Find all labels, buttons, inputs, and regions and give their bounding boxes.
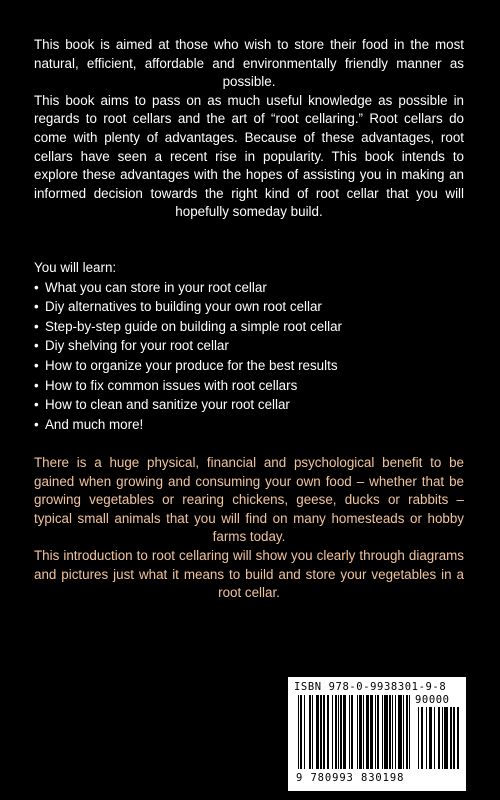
barcode-bar <box>392 695 393 769</box>
bullet-icon: • <box>34 299 39 315</box>
bullet-icon: • <box>34 357 39 373</box>
barcode-addon-bars <box>418 707 460 769</box>
barcode-bar <box>357 695 358 769</box>
bullet-icon: • <box>34 338 39 354</box>
barcode-bar <box>389 695 391 769</box>
barcode-bar <box>309 695 311 769</box>
barcode-bar <box>316 695 320 769</box>
barcode-bar <box>363 695 364 769</box>
bullet-icon: • <box>34 279 39 295</box>
barcode-bar <box>395 695 396 769</box>
barcode-bar <box>453 707 454 769</box>
list-item-text: How to organize your produce for the best results <box>45 357 338 373</box>
list-item-text: How to fix common issues with root cellars <box>45 377 298 393</box>
list-item-text: What you can store in your root cellar <box>45 279 267 295</box>
learn-list <box>34 278 464 435</box>
bullet-icon: • <box>34 416 39 432</box>
barcode-bar <box>312 695 313 769</box>
barcode-bar <box>351 695 353 769</box>
benefit-paragraph-2: This introduction to root cellaring will show you clearly through diagrams and pictures just what it means to build and store your vegetables in a root cellar. <box>34 547 464 601</box>
bullet-icon: • <box>34 318 39 334</box>
barcode-bar <box>349 695 350 769</box>
barcode-bar <box>450 707 453 769</box>
bullet-icon: • <box>34 397 39 413</box>
barcode-bar <box>370 695 374 769</box>
barcode-bar <box>426 707 427 769</box>
learn-heading: You will learn: <box>34 260 117 275</box>
barcode-bar <box>304 695 305 769</box>
bullet-icon: • <box>34 377 39 393</box>
barcode-bar <box>403 695 404 769</box>
barcode-bar <box>418 707 419 769</box>
barcode-bar <box>421 707 424 769</box>
intro-paragraph-1: This book is aimed at those who wish to store their food in the most natural, efficient, affordable and environmentally friendly manner as possible. <box>34 37 464 90</box>
isbn-label: ISBN 978-0-9938301-9-8 <box>294 681 447 693</box>
barcode-bar <box>375 695 376 769</box>
barcode-bar <box>323 695 325 769</box>
barcode-bar <box>438 707 441 769</box>
list-item-text: Step-by-step guide on building a simple root cellar <box>45 318 342 334</box>
barcode-bar <box>300 695 301 769</box>
barcode-bar <box>382 695 383 769</box>
list-item <box>34 297 464 317</box>
barcode-bar <box>406 695 407 769</box>
barcode-bar <box>327 695 328 769</box>
barcode-bars <box>298 695 410 769</box>
list-item-text: And much more! <box>45 416 144 432</box>
barcode-bar <box>377 695 379 769</box>
barcode-bar <box>320 695 321 769</box>
barcode-bar <box>398 695 402 769</box>
barcode-bar <box>384 695 388 769</box>
list-item <box>34 356 464 376</box>
barcode-bar <box>442 707 443 769</box>
barcode-bar <box>457 707 458 769</box>
barcode-bar <box>335 695 337 769</box>
isbn-barcode <box>288 677 466 791</box>
barcode-bar <box>359 695 361 769</box>
list-item <box>34 395 464 415</box>
list-item <box>34 278 464 298</box>
list-item <box>34 317 464 337</box>
barcode-bar <box>298 695 299 769</box>
barcode-bar <box>429 707 433 769</box>
barcode-bar <box>366 695 368 769</box>
ean-digits: 9 780993 830198 <box>296 772 405 784</box>
price-code: 90000 <box>415 694 450 706</box>
list-item-text: How to clean and sanitize your root cellar <box>45 397 290 413</box>
barcode-bar <box>343 695 347 769</box>
learn-section <box>34 258 464 434</box>
list-item <box>34 415 464 435</box>
barcode-bar <box>332 695 333 769</box>
list-item-text: Diy shelving for your root cellar <box>45 338 229 354</box>
benefit-section <box>34 454 464 603</box>
list-item-text: Diy alternatives to building your own root cellar <box>45 299 322 315</box>
intro-section <box>34 36 464 222</box>
barcode-bar <box>409 695 410 769</box>
barcode-bar <box>444 707 448 769</box>
list-item <box>34 336 464 356</box>
barcode-bar <box>434 707 435 769</box>
barcode-bar <box>340 695 341 769</box>
benefit-paragraph-1: There is a huge physical, financial and psychological benefit to be gained when growing and consuming your own food – whether that be growing vegetables or rearing chickens, geese, ducks or rabbits – typical small animals that you will find on many homesteads or hobby farms today. <box>34 455 464 545</box>
barcode-bar <box>338 695 339 769</box>
intro-paragraph-2: This book aims to pass on as much useful knowledge as possible in regards to root cellars and the art of “root cellaring.” Root cellars do come with plenty of advantages. Because of these advantages, root cellars have seen a recent rise in popularity. This book intends to explore these advantages with the hopes of assisting you in making an informed decision towards the right kind of root cellar that you will hopefully someday build. <box>34 92 464 220</box>
list-item <box>34 376 464 396</box>
